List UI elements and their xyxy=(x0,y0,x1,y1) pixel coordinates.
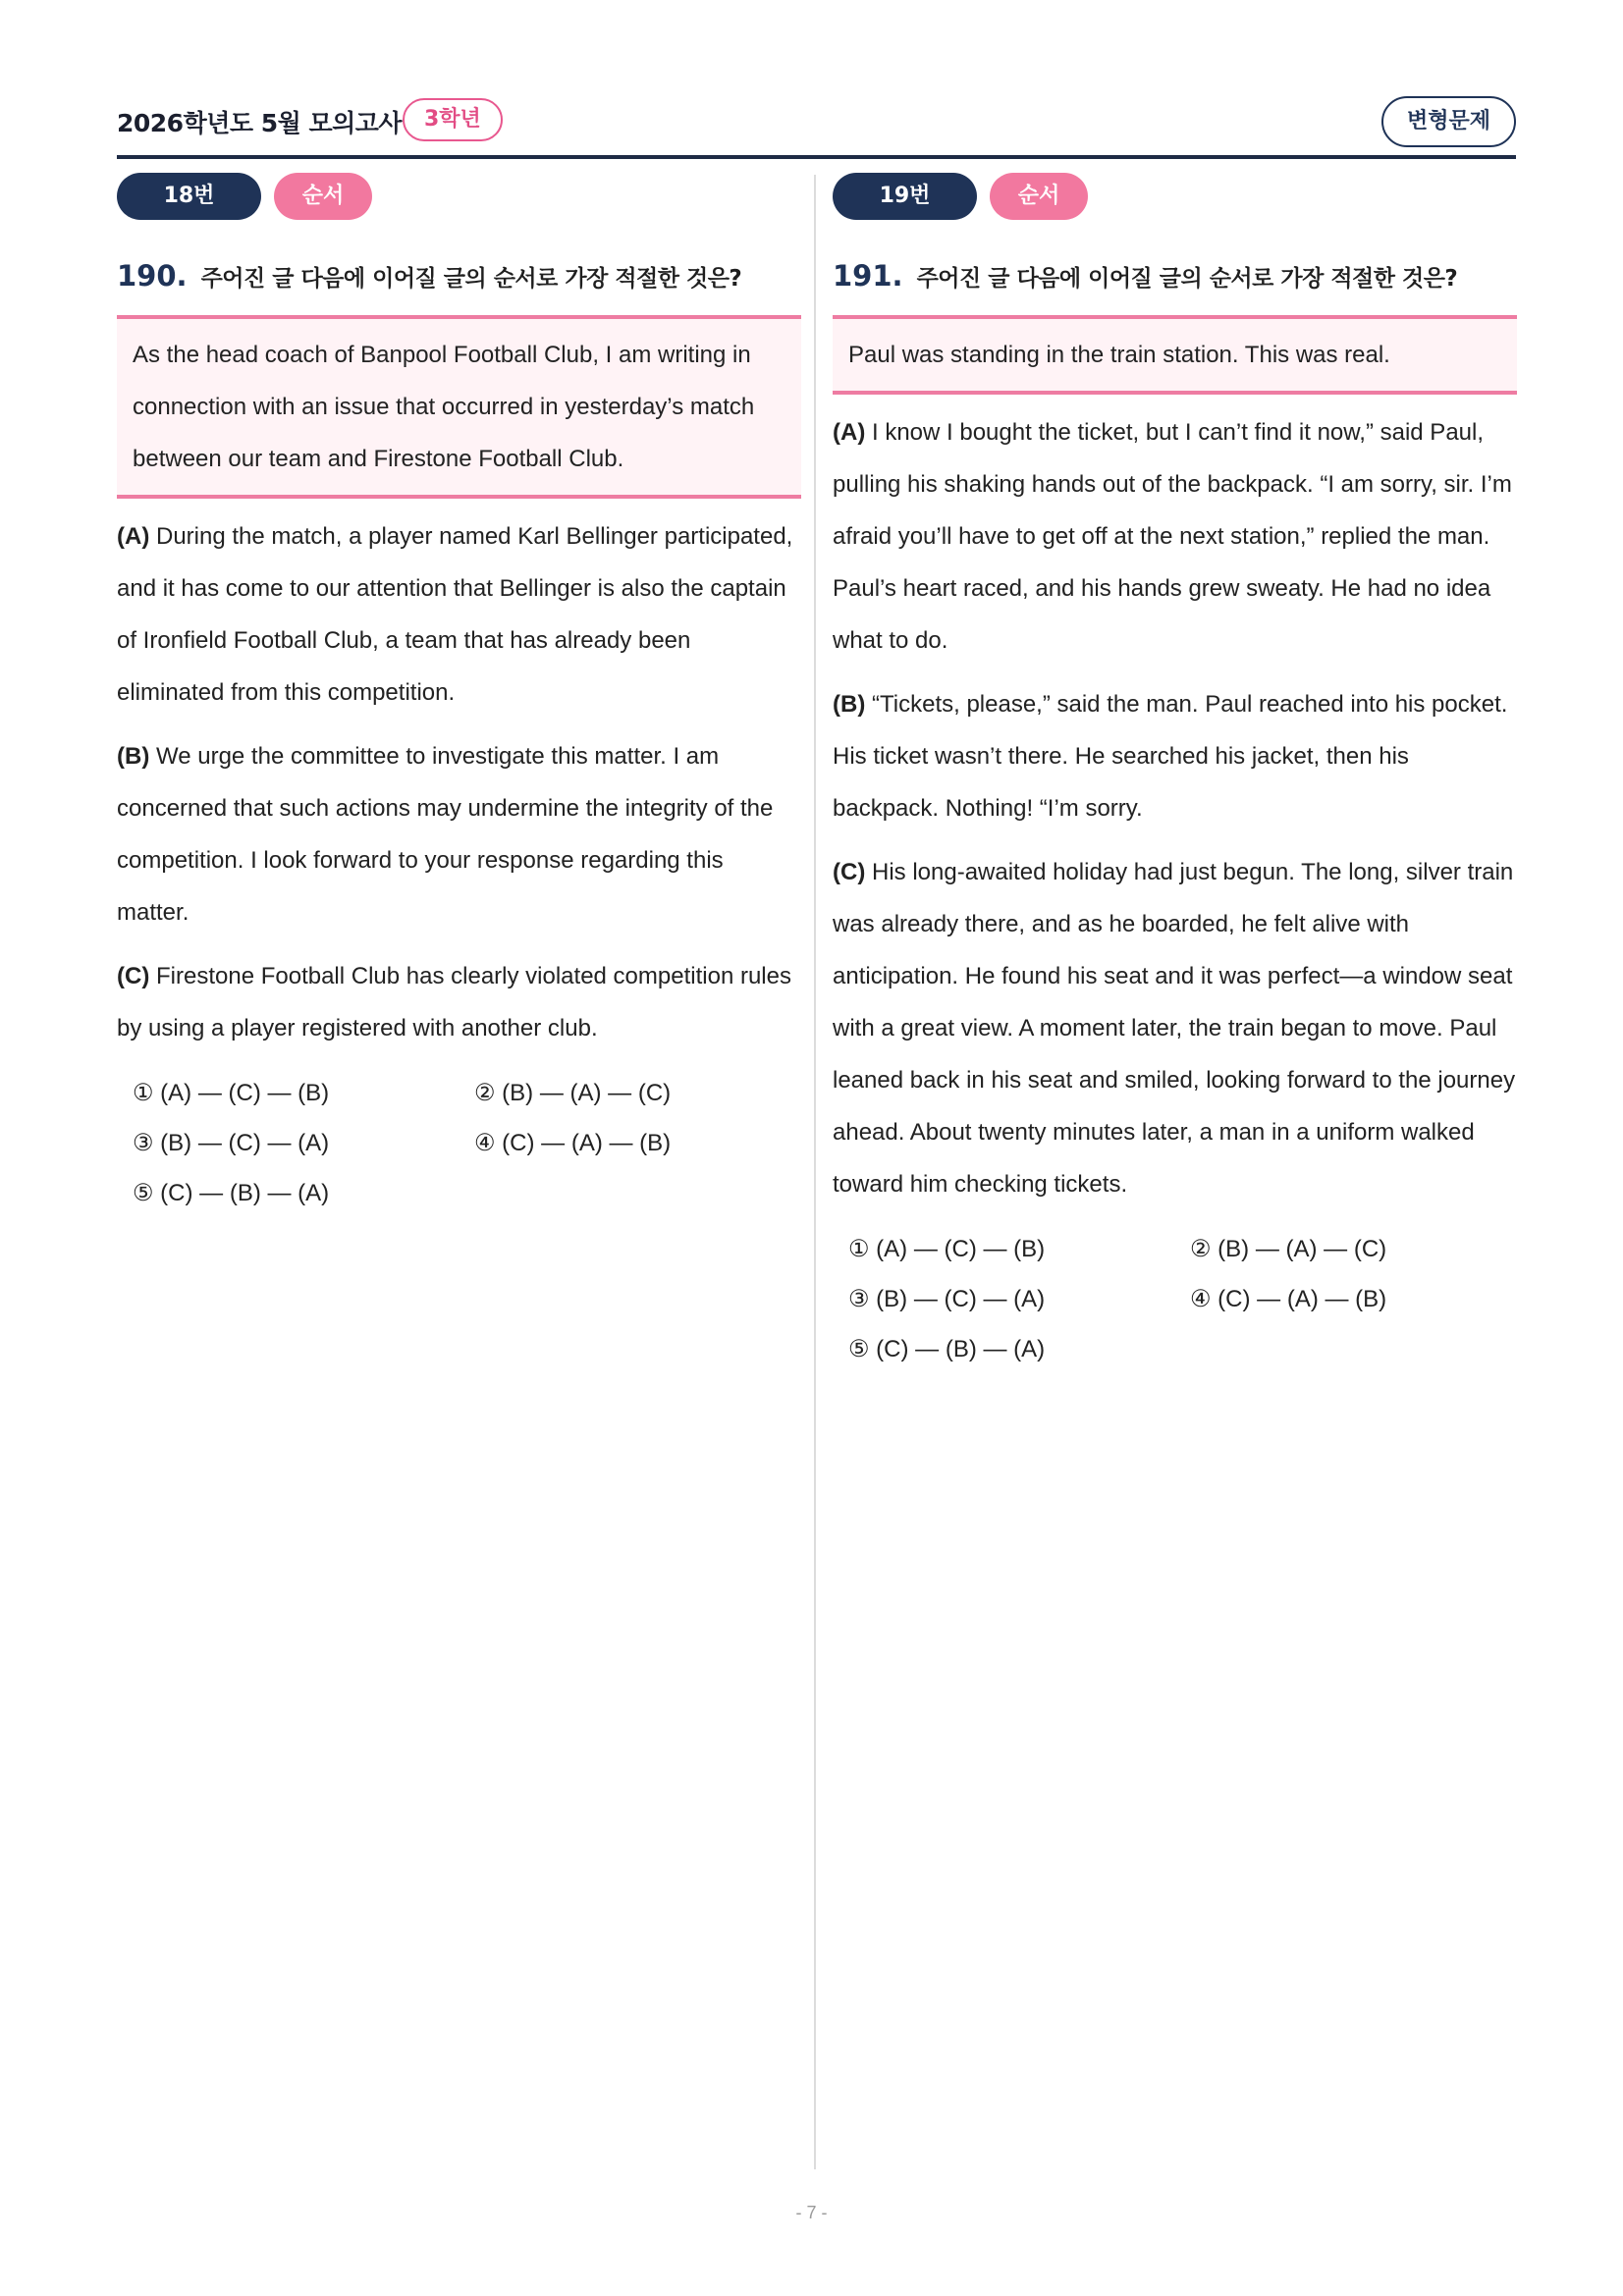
paragraph-a xyxy=(117,510,801,719)
question-number: 190. xyxy=(117,259,188,293)
ordered-paragraphs xyxy=(833,406,1517,1210)
question-prompt: 주어진 글 다음에 이어질 글의 순서로 가장 적절한 것은? xyxy=(200,266,742,292)
paragraph-b xyxy=(117,730,801,938)
answer-options xyxy=(833,1224,1517,1374)
page-number: - 7 - xyxy=(795,2203,828,2222)
paragraph-text: Firestone Football Club has clearly violated competition rules by using a player registered with another club. xyxy=(117,963,791,1041)
option-4[interactable]: ④ (C) — (A) — (B) xyxy=(1190,1286,1387,1312)
question-prompt: 주어진 글 다음에 이어질 글의 순서로 가장 적절한 것은? xyxy=(916,266,1458,292)
ordered-paragraphs xyxy=(117,510,801,1054)
given-passage: As the head coach of Banpool Football Club, I am writing in connection with an issue that occurred in yesterday’s match between our team and Firestone Football Club. xyxy=(117,315,801,499)
grade-badge: 3학년 xyxy=(403,98,503,141)
option-3[interactable]: ③ (B) — (C) — (A) xyxy=(848,1286,1046,1312)
paragraph-a xyxy=(833,406,1517,667)
answer-options xyxy=(117,1068,801,1218)
exam-title: 2026학년도 5월 모의고사 xyxy=(117,109,403,137)
option-3[interactable]: ③ (B) — (C) — (A) xyxy=(133,1130,330,1156)
option-5[interactable]: ⑤ (C) — (B) — (A) xyxy=(848,1336,1046,1362)
page-header xyxy=(117,96,1516,161)
paragraph-label: (A) xyxy=(117,523,150,550)
paragraph-text: During the match, a player named Karl Bellinger participated, and it has come to our attention that Bellinger is also the captain of Ironfield Football Club, a team that has already been eliminated from this competition. xyxy=(117,523,793,706)
given-passage: Paul was standing in the train station. This was real. xyxy=(833,315,1517,395)
option-2[interactable]: ② (B) — (A) — (C) xyxy=(474,1080,672,1106)
question-type-tag: 순서 xyxy=(990,173,1088,220)
paragraph-c xyxy=(117,950,801,1054)
problem-type-badge: 변형문제 xyxy=(1381,96,1516,147)
question-heading xyxy=(117,259,801,302)
option-1[interactable]: ① (A) — (C) — (B) xyxy=(133,1080,330,1106)
paragraph-label: (B) xyxy=(833,691,866,718)
paragraph-label: (A) xyxy=(833,419,866,446)
header-divider xyxy=(117,155,1516,159)
question-column-right xyxy=(833,173,1517,1374)
option-1[interactable]: ① (A) — (C) — (B) xyxy=(848,1236,1046,1262)
question-column-left xyxy=(117,173,801,1218)
column-divider xyxy=(814,175,816,2169)
question-number-tag: 18번 xyxy=(117,173,261,220)
question-number: 191. xyxy=(833,259,903,293)
question-tags xyxy=(117,173,801,222)
question-type-tag: 순서 xyxy=(274,173,372,220)
paragraph-text: We urge the committee to investigate this matter. I am concerned that such actions may undermine the integrity of the competition. I look forward to your response regarding this matter. xyxy=(117,743,774,926)
option-5[interactable]: ⑤ (C) — (B) — (A) xyxy=(133,1180,330,1206)
option-4[interactable]: ④ (C) — (A) — (B) xyxy=(474,1130,672,1156)
question-tags xyxy=(833,173,1517,222)
paragraph-text: “Tickets, please,” said the man. Paul reached into his pocket. His ticket wasn’t there. He searched his jacket, then his backpack. Nothing! “I’m sorry. xyxy=(833,691,1508,822)
paragraph-c xyxy=(833,846,1517,1210)
paragraph-text: I know I bought the ticket, but I can’t find it now,” said Paul, pulling his shaking hands out of the backpack. “I am sorry, sir. I’m afraid you’ll have to get off at the next station,” replied the man. Paul’s heart raced, and his hands grew sweaty. He had no idea what to do. xyxy=(833,419,1512,654)
paragraph-b xyxy=(833,678,1517,834)
option-2[interactable]: ② (B) — (A) — (C) xyxy=(1190,1236,1387,1262)
paragraph-label: (C) xyxy=(833,859,866,885)
paragraph-text: His long-awaited holiday had just begun. The long, silver train was already there, and as he boarded, he felt alive with anticipation. He found his seat and it was perfect—a window seat with a great view. A moment later, the train began to move. Paul leaned back in his seat and smiled, looking forward to the journey ahead. About twenty minutes later, a man in a uniform walked toward him checking tickets. xyxy=(833,859,1516,1198)
question-heading xyxy=(833,259,1517,302)
paragraph-label: (C) xyxy=(117,963,150,989)
question-number-tag: 19번 xyxy=(833,173,977,220)
paragraph-label: (B) xyxy=(117,743,150,770)
